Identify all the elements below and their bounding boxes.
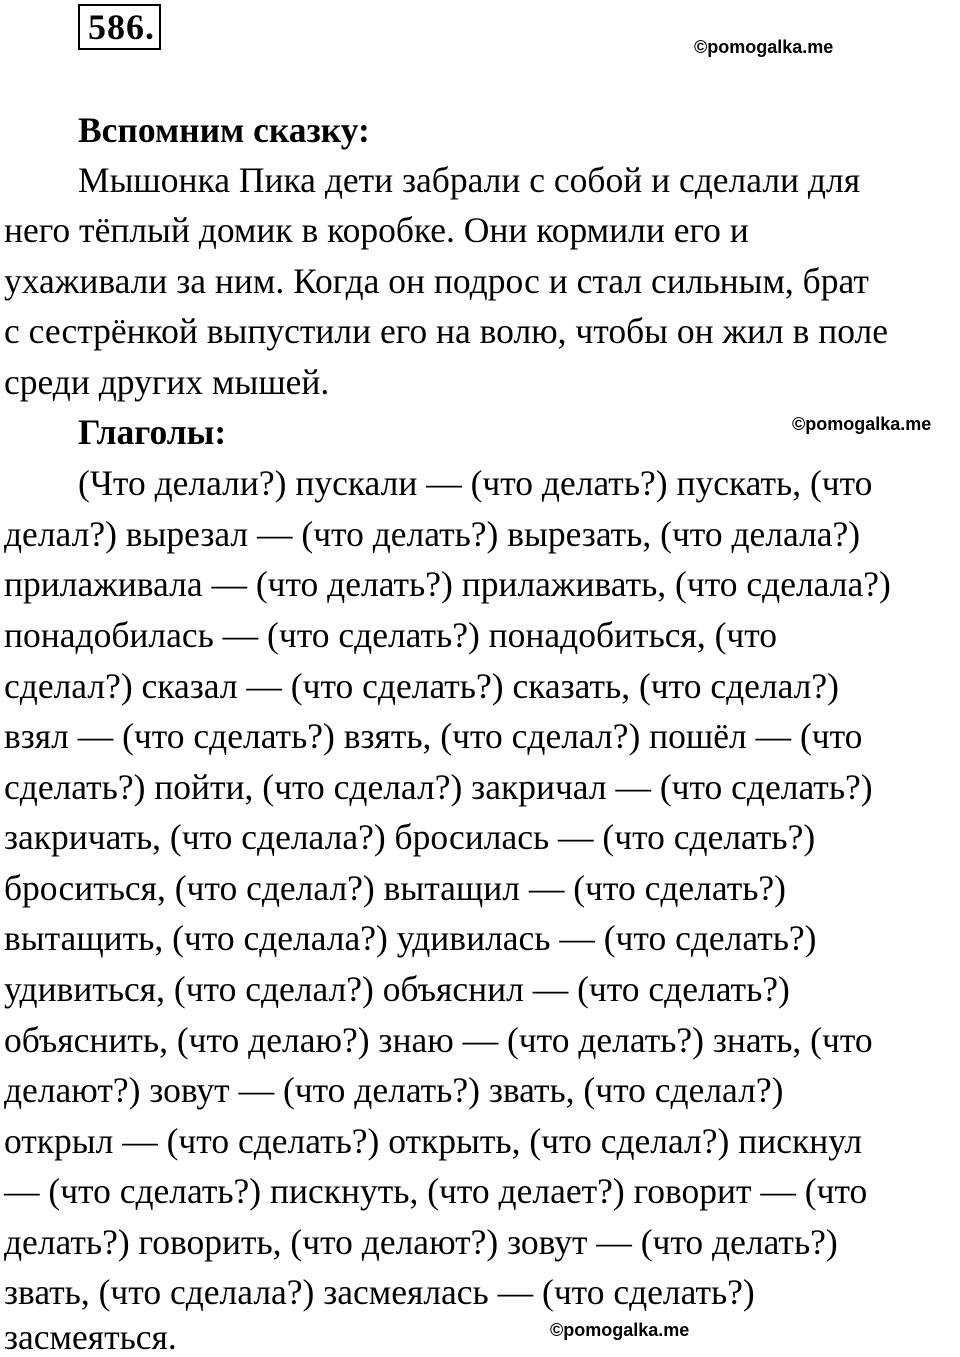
text-line: ухаживали за ним. Когда он подрос и стал сильным, брат [4,261,869,301]
text-line: звать, (что сделала?) засмеялась — (что сделать?) [4,1272,755,1312]
text-line: понадобилась — (что сделать?) понадобиться, (что [4,615,778,655]
text-line: (Что делали?) пускали — (что делать?) пускать, (что [78,463,873,503]
watermark: ©pomogalka.me [550,1320,690,1340]
text-line: открыл — (что сделать?) открыть, (что сделал?) пискнул [4,1121,863,1161]
text-line: засмеяться. [4,1317,177,1357]
text-line: — (что сделать?) пискнуть, (что делает?) говорит — (что [4,1171,868,1211]
text-line: среди других мышей. [4,362,330,402]
text-line: закричать, (что сделала?) бросилась — (что сделать?) [4,817,816,857]
text-line: прилаживала — (что делать?) прилаживать, (что сделала?) [4,564,891,604]
text-line: броситься, (что сделал?) вытащил — (что сделать?) [4,868,786,908]
text-line: объяснить, (что делаю?) знаю — (что делать?) знать, (что [4,1020,873,1060]
text-line: вытащить, (что сделала?) удивилась — (что сделать?) [4,918,817,958]
text-line: с сестрёнкой выпустили его на волю, чтобы он жил в поле [4,311,888,351]
text-line: сделать?) пойти, (что сделал?) закричал — (что сделать?) [4,767,873,807]
task-number: 586. [78,4,161,50]
text-line: делают?) зовут — (что делать?) звать, (что сделал?) [4,1070,784,1110]
watermark: ©pomogalka.me [792,414,932,434]
text-line: взял — (что сделать?) взять, (что сделал?) пошёл — (что [4,716,863,756]
section-heading: Глаголы: [78,412,227,452]
text-line: делать?) говорить, (что делают?) зовут — (что делать?) [4,1222,838,1262]
text-line: него тёплый домик в коробке. Они кормили его и [4,210,749,250]
watermark: ©pomogalka.me [694,37,834,57]
text-line: Мышонка Пика дети забрали с собой и сделали для [78,160,861,200]
text-line: сделал?) сказал — (что сделать?) сказать, (что сделал?) [4,666,839,706]
section-heading: Вспомним сказку: [78,110,370,150]
text-line: удивиться, (что сделал?) объяснил — (что сделать?) [4,969,790,1009]
text-line: делал?) вырезал — (что делать?) вырезать, (что делала?) [4,514,861,554]
